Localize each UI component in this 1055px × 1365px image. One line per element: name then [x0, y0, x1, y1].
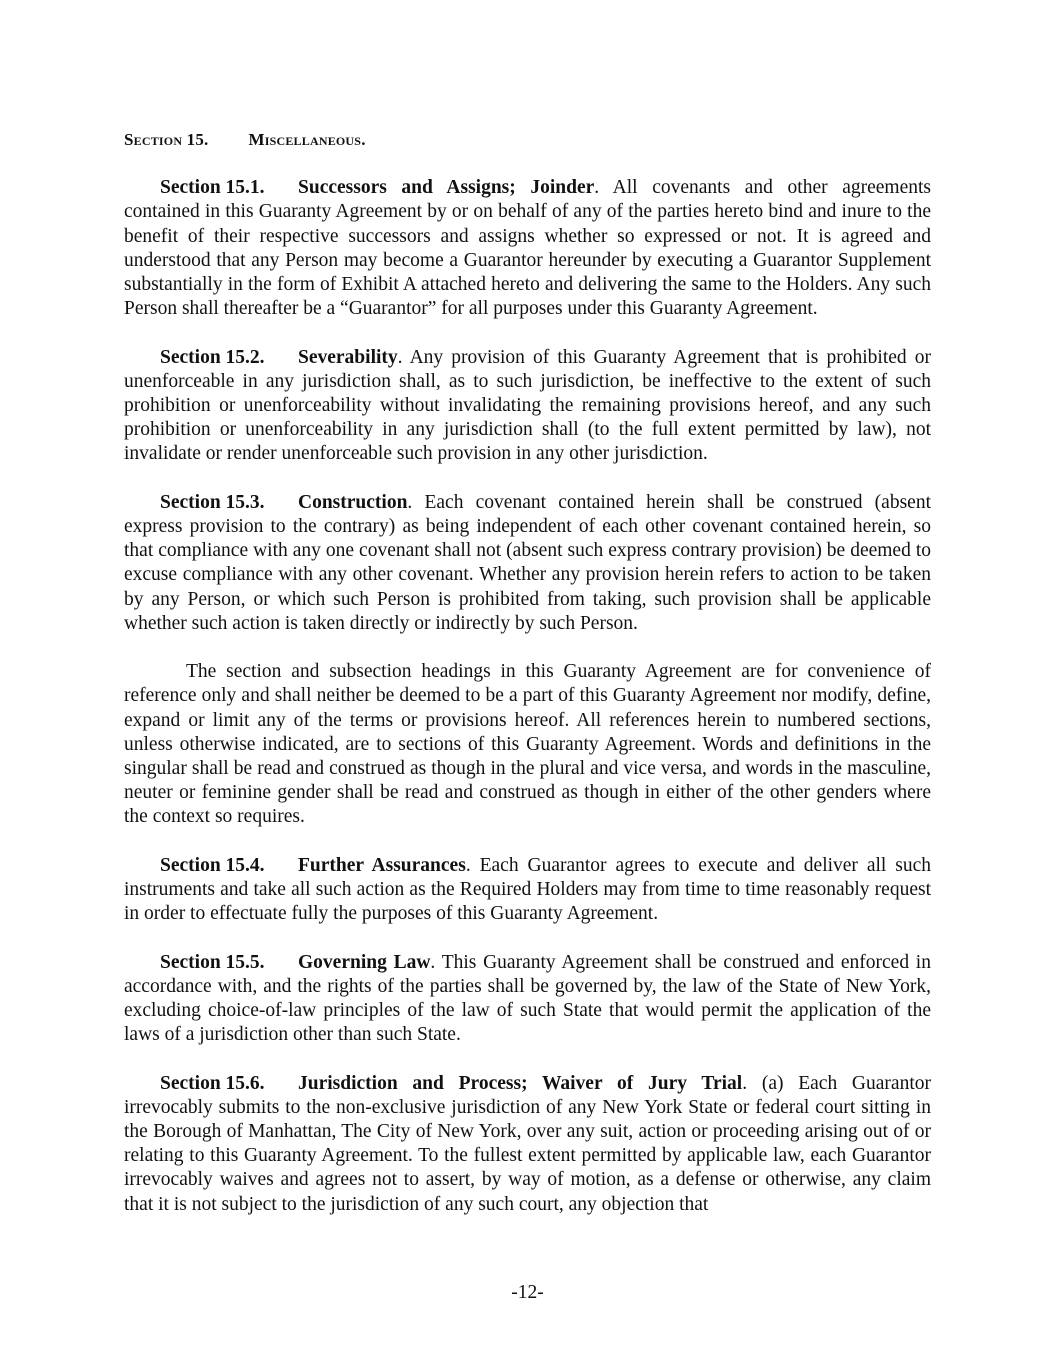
section-heading: Section 15. Miscellaneous.: [124, 130, 366, 149]
paragraph-text: The section and subsection headings in this Guaranty Agreement are for convenience of reference only and shall neither be deemed to be a part of this Guaranty Agreement nor modify, define, expand or limit any of the terms or provisions hereof. All references herein to numbered sections, unless otherwise indicated, are to sections of this Guaranty Agreement. Words and definitions in the singular shall be read and construed as though in the plural and vice versa, and words in the masculine, neuter or feminine gender shall be read and construed as though in either of the other genders where the context so requires.: [124, 661, 931, 828]
paragraph-text: . Any provision of this Guaranty Agreement that is prohibited or unenforceable in any jurisdiction shall, as to such jurisdiction, be ineffective to the extent of such prohibition or unenforceability without invalidating the remaining provisions hereof, and any such prohibition or unenforceability in any jurisdiction shall (to the full extent permitted by law), not invalidate or render unenforceable such provision in any other jurisdiction.: [124, 346, 931, 465]
paragraph-15-2: [124, 346, 931, 467]
paragraph-15-5: [124, 951, 931, 1048]
section-number: Section 15.: [124, 130, 209, 149]
paragraph-15-3: [124, 491, 931, 636]
paragraph-number: Section 15.3.: [160, 491, 265, 513]
section-title: Miscellaneous: [248, 130, 362, 149]
page-number: -12-: [511, 1282, 544, 1303]
paragraph-number: Section 15.4.: [160, 854, 265, 876]
paragraph-title: Governing Law: [298, 951, 431, 973]
paragraph-number: Section 15.6.: [160, 1072, 265, 1094]
paragraph-number: Section 15.5.: [160, 951, 265, 973]
paragraph-title: Severability: [298, 346, 398, 368]
paragraph-number: Section 15.2.: [160, 346, 265, 368]
paragraph-title: Further Assurances: [298, 854, 466, 876]
paragraph-15-3-headings: [124, 660, 931, 829]
paragraph-15-4: [124, 854, 931, 927]
paragraph-title: Construction: [298, 491, 408, 513]
paragraph-15-1: [124, 176, 931, 321]
paragraph-number: Section 15.1.: [160, 177, 265, 199]
paragraph-text: . Each Guarantor agrees to execute and deliver all such instruments and take all such action as the Required Holders may from time to time reasonably request in order to effectuate fully the purposes of this Guaranty Agreement.: [124, 854, 931, 925]
paragraph-text: . All covenants and other agreements contained in this Guaranty Agreement by or on behalf of any of the parties hereto bind and inure to the benefit of their respective successors and assigns whether so expressed or not. It is agreed and understood that any Person may become a Guarantor hereunder by executing a Guarantor Supplement substantially in the form of Exhibit A attached hereto and delivering the same to the Holders. Any such Person shall thereafter be a “Guarantor” for all purposes under this Guaranty Agreement.: [124, 177, 931, 320]
document-page: [124, 128, 931, 1241]
paragraph-text: . This Guaranty Agreement shall be construed and enforced in accordance with, and the rights of the parties shall be governed by, the law of the State of New York, excluding choice-of-law principles of the law of such State that would permit the application of the laws of a jurisdiction other than such State.: [124, 951, 931, 1046]
paragraph-text: . (a) Each Guarantor irrevocably submits to the non-exclusive jurisdiction of any New York State or federal court sitting in the Borough of Manhattan, The City of New York, over any suit, action or proceeding arising out of or relating to this Guaranty Agreement. To the fullest extent permitted by applicable law, each Guarantor irrevocably waives and agrees not to assert, by way of motion, as a defense or otherwise, any claim that it is not subject to the jurisdiction of any such court, any objection that: [124, 1072, 931, 1215]
paragraph-title: Successors and Assigns; Joinder: [298, 177, 595, 199]
paragraph-15-6: [124, 1072, 931, 1217]
paragraph-title: Jurisdiction and Process; Waiver of Jury Trial: [298, 1072, 743, 1094]
paragraph-text: . Each covenant contained herein shall be construed (absent express provision to the contrary) as being independent of each other covenant contained herein, so that compliance with any one covenant shall not (absent such express contrary provision) be deemed to excuse compliance with any other covenant. Whether any provision herein refers to action to be taken by any Person, or which such Person is prohibited from taking, such provision shall be applicable whether such action is taken directly or indirectly by such Person.: [124, 491, 931, 634]
